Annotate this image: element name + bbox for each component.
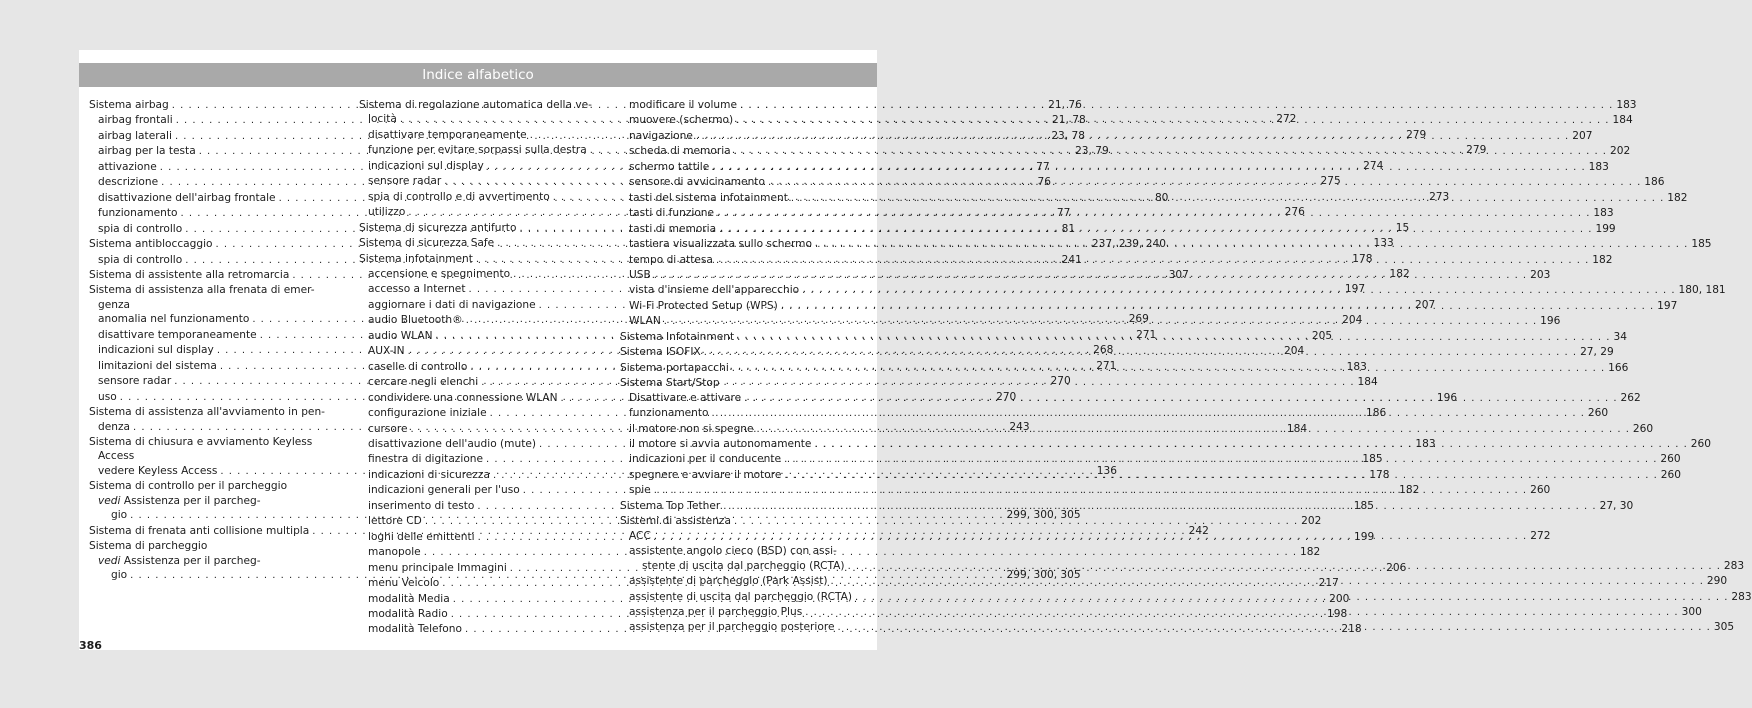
index-term: assistente di parcheggio (Park Assist): [629, 575, 828, 588]
index-term: uso: [98, 390, 117, 403]
page-reference: 199: [1353, 530, 1375, 543]
dot-leader: [654, 484, 1527, 498]
index-term: modalità Telefono: [368, 623, 462, 636]
index-term: caselle di controllo: [368, 360, 468, 373]
index-term: audio WLAN: [368, 329, 433, 342]
dot-leader: [736, 114, 1609, 128]
page-number: 386: [79, 639, 102, 652]
see-also-label: vedi: [98, 554, 121, 567]
page-reference: 182: [1389, 267, 1410, 280]
page-reference: 198: [1327, 607, 1348, 620]
index-term: assistente angolo cieco (BSD) con assi-: [629, 545, 837, 558]
page-reference: 279: [1466, 144, 1487, 157]
page-reference: 270: [1050, 375, 1071, 388]
index-term: Sistema infotainment: [359, 252, 473, 265]
page-reference: 268: [1093, 344, 1114, 357]
index-entry: [620, 376, 868, 390]
page-reference: 178: [1352, 252, 1373, 265]
page-reference: 186: [1644, 176, 1665, 189]
dot-leader: [791, 192, 1664, 206]
index-term: cursore: [368, 422, 408, 435]
index-term: Wi-Fi Protected Setup (WPS): [629, 299, 778, 312]
dot-leader: [814, 438, 1687, 452]
page-reference: 271: [1096, 359, 1117, 372]
index-term-text: Assistenza per il parcheg-: [123, 494, 261, 507]
dot-leader: [784, 453, 1657, 467]
index-term: Sistema di sicurezza Safe: [359, 237, 495, 250]
page-reference: 199: [1595, 222, 1616, 235]
page-reference: 184: [1357, 376, 1378, 389]
page-reference: 279: [1406, 128, 1427, 141]
index-term: modalità Radio: [368, 607, 448, 620]
index-entry: [359, 98, 600, 112]
index-term: Sistema di regolazione automatica della ve-: [359, 99, 592, 111]
dot-leader: [734, 145, 1607, 159]
page-reference: 183: [1346, 360, 1367, 373]
index-term: attivazione: [98, 160, 157, 173]
index-term: condividere una connessione WLAN: [368, 391, 558, 404]
index-page: [79, 50, 1752, 650]
dot-leader: [744, 392, 1617, 406]
page-reference: 202: [1609, 145, 1631, 158]
index-term: Sistema di assistenza all'avviamento in pen-: [89, 406, 325, 419]
page-reference: 283: [1723, 559, 1745, 572]
page-reference: 186: [1365, 407, 1387, 420]
index-entry: [89, 539, 349, 553]
dot-leader: [717, 207, 1590, 221]
page-reference: 197: [1657, 299, 1678, 312]
index-term: spegnere e avviare il motore: [629, 468, 782, 481]
page-reference: 274: [1363, 159, 1384, 172]
index-entry: [89, 479, 349, 493]
page-reference: 217: [1318, 577, 1339, 590]
index-term: funzionamento: [98, 207, 178, 220]
index-term: configurazione iniziale: [368, 407, 487, 420]
index-term: disattivazione dell'airbag frontale: [98, 191, 276, 204]
index-term: denza: [98, 420, 131, 433]
index-entry: [620, 544, 868, 558]
page-reference: 197: [1344, 283, 1366, 296]
index-term: indicazioni sul display: [368, 159, 484, 172]
page-reference: 307: [1168, 268, 1189, 281]
index-term: modalità Media: [368, 592, 450, 605]
dot-leader: [712, 161, 1585, 175]
page-reference: 237, 239, 240: [1091, 238, 1167, 251]
index-term: scheda di memoria: [629, 145, 731, 158]
index-term: spia di controllo: [98, 253, 183, 266]
dot-leader: [696, 130, 1569, 144]
index-term: Sistema di parcheggio: [89, 540, 208, 553]
dot-leader: [784, 469, 1657, 483]
index-term: Sistema Top Tether: [620, 499, 721, 512]
page-reference: 260: [1530, 484, 1551, 497]
page-reference: 276: [1284, 206, 1305, 219]
page-reference: 23, 78: [1051, 129, 1086, 142]
index-term: il motore si avvia autonomamente: [629, 437, 812, 450]
page-reference: 200: [1329, 592, 1350, 605]
page-reference: 23, 79: [1075, 145, 1109, 158]
page-reference: 260: [1660, 453, 1681, 466]
index-term: aggiornare i dati di navigazione: [368, 298, 536, 311]
index-term: disattivare temporaneamente: [98, 328, 257, 341]
page-reference: 206: [1386, 561, 1407, 574]
page-reference: 262: [1620, 391, 1641, 404]
index-term: tasti di memoria: [629, 222, 717, 235]
index-term: Disattivare e attivare: [629, 391, 742, 404]
index-term: audio Bluetooth®: [368, 314, 463, 327]
page-reference: 299, 300, 305: [1006, 569, 1081, 582]
dot-leader: [831, 575, 1704, 589]
index-term: tasti del sistema infotainment: [629, 191, 788, 204]
index-term: indicazioni sul display: [98, 344, 214, 357]
page-reference: 136: [1096, 464, 1117, 477]
dot-leader: [740, 99, 1613, 113]
page-reference: 241: [1061, 253, 1082, 266]
index-term: spie: [629, 484, 651, 497]
index-term: genza: [98, 298, 131, 311]
index-term: Access: [98, 450, 135, 463]
index-term: loghi delle emittenti: [368, 530, 475, 543]
index-term: disattivazione dell'audio (mute): [368, 437, 537, 450]
page-reference: 299, 300, 305: [1006, 509, 1081, 522]
page-reference: 290: [1706, 575, 1728, 588]
page-reference: 184: [1286, 422, 1308, 435]
index-term: disattivare temporaneamente: [368, 128, 527, 141]
index-term: navigazione: [629, 129, 693, 142]
dot-leader: [805, 606, 1678, 620]
index-term: accensione e spegnimento: [368, 267, 511, 280]
index-term: Sistema Infotainment: [620, 330, 735, 343]
page-reference: 21, 78: [1052, 114, 1086, 127]
index-term-text: Assistenza per il parcheg-: [123, 554, 261, 567]
index-term: indicazioni di sicurezza: [368, 468, 490, 481]
page-reference: 182: [1592, 253, 1613, 266]
dot-leader: [802, 284, 1675, 298]
page-reference: 185: [1691, 238, 1712, 251]
index-term: limitazioni del sistema: [98, 359, 217, 372]
page-reference: 305: [1713, 621, 1735, 634]
index-term: spia di controllo: [98, 222, 183, 235]
page-reference: 204: [1283, 345, 1305, 358]
page-reference: 283: [1731, 590, 1752, 603]
index-term: Sistema Start/Stop: [620, 377, 720, 390]
page-reference: 272: [1530, 529, 1551, 542]
index-term: indicazioni per il conducente: [629, 453, 782, 466]
index-term: Sistema di chiusura e avviamento Keyless: [89, 435, 313, 448]
index-term: funzionamento: [629, 407, 709, 420]
page-reference: 77: [1036, 160, 1050, 173]
index-term: tastiera visualizzata sullo schermo: [629, 238, 812, 251]
page-reference: 260: [1660, 468, 1682, 481]
page-reference: 183: [1415, 437, 1436, 450]
index-entry: [89, 449, 349, 463]
page-reference: 300: [1681, 605, 1702, 618]
index-term: Sistema airbag: [89, 99, 169, 111]
page-reference: 80: [1154, 191, 1169, 204]
index-term: USB: [629, 268, 651, 281]
page-reference: 185: [1362, 453, 1383, 466]
page-reference: 202: [1301, 515, 1322, 528]
page-reference: 242: [1188, 524, 1209, 537]
dot-leader: [719, 223, 1592, 237]
index-term: locità: [368, 113, 397, 126]
page-reference: 21, 76: [1048, 99, 1082, 111]
page-reference: 270: [996, 390, 1017, 403]
index-term: vista d'insieme dell'apparecchio: [629, 284, 800, 297]
index-term: assistenza per il parcheggio Plus: [629, 605, 803, 618]
index-entry: [89, 405, 349, 419]
page-reference: 275: [1320, 175, 1341, 188]
page-reference: 27, 29: [1580, 346, 1614, 359]
dot-leader: [481, 376, 1354, 390]
index-term: [98, 555, 261, 567]
index-term: assistente di uscita dal parcheggio (RCTA): [629, 590, 853, 603]
index-term: vedere Keyless Access: [98, 464, 218, 477]
index-term: schermo tattile: [629, 160, 710, 173]
see-also-label: vedi: [98, 494, 121, 507]
dot-leader: [723, 500, 1596, 514]
index-term: menu Veicolo: [368, 577, 440, 590]
page-reference: 182: [1667, 191, 1688, 204]
page-reference: 218: [1341, 623, 1362, 636]
page-reference: 205: [1311, 329, 1333, 342]
dot-leader: [781, 300, 1654, 314]
page-reference: 273: [1429, 190, 1450, 203]
page-reference: 260: [1632, 422, 1654, 435]
page-reference: 183: [1593, 207, 1614, 220]
index-term: indicazioni generali per l'uso: [368, 484, 520, 497]
page-reference: 243: [1009, 420, 1030, 433]
index-term: sensore radar: [368, 175, 442, 188]
index-term: AUX-IN: [368, 345, 405, 358]
page-reference: 183: [1588, 160, 1609, 173]
index-term: Sistemi di assistenza: [620, 515, 731, 528]
page-reference: 182: [1399, 484, 1420, 497]
page-reference: 180, 181: [1678, 284, 1726, 297]
page-reference: 15: [1395, 221, 1410, 234]
dot-leader: [848, 560, 1721, 574]
index-term: WLAN: [629, 315, 661, 328]
index-term: Sistema di sicurezza antifurto: [359, 221, 517, 234]
index-term: gio: [111, 509, 128, 522]
dot-leader: [732, 362, 1605, 376]
page-reference: 272: [1276, 113, 1297, 126]
page-reference: 271: [1136, 328, 1157, 341]
index-term: Sistema di controllo per il parcheggio: [89, 480, 288, 493]
index-term: tasti di funzione: [629, 207, 715, 220]
dot-leader: [704, 346, 1577, 360]
page-reference: 183: [1616, 99, 1637, 111]
index-term: gio: [111, 569, 128, 582]
index-term: finestra di digitazione: [368, 453, 484, 466]
page-reference: 204: [1342, 314, 1363, 327]
index-term: cercare negli elenchi: [368, 376, 479, 389]
page-reference: 27, 30: [1599, 499, 1634, 512]
index-term: tempo di attesa: [629, 253, 713, 266]
dot-leader: [837, 621, 1710, 635]
page-reference: 207: [1415, 298, 1436, 311]
index-term: anomalia nel funzionamento: [98, 313, 250, 326]
index-entry: [89, 283, 349, 297]
page-reference: 166: [1608, 361, 1629, 374]
index-term: sensore radar: [98, 375, 172, 388]
page-reference: 77: [1056, 207, 1071, 220]
index-term: ACC: [629, 529, 651, 542]
index-term: utilizzo: [368, 206, 406, 219]
page-reference: 185: [1353, 499, 1375, 512]
dot-leader: [716, 254, 1589, 268]
index-entry: [89, 298, 349, 312]
page-reference: 133: [1373, 237, 1394, 250]
index-term: [98, 495, 261, 507]
page-reference: 34: [1613, 330, 1627, 343]
page-reference: 196: [1540, 315, 1561, 328]
index-entry: [89, 554, 349, 568]
index-term: manopole: [368, 546, 421, 559]
index-term: airbag laterali: [98, 129, 172, 142]
index-term: lettore CD: [368, 515, 422, 528]
index-term: airbag frontali: [98, 114, 173, 127]
dot-leader: [654, 530, 1527, 544]
index-entry: [620, 514, 868, 528]
page-reference: 203: [1530, 268, 1551, 281]
dot-leader: [664, 315, 1537, 329]
index-term: Sistema di assistente alla retromarcia: [89, 268, 290, 281]
index-term: Sistema portapacchi: [620, 361, 729, 374]
index-term: sensore di avvicinamento: [629, 176, 765, 189]
index-term: Sistema antibloccaggio: [89, 238, 213, 251]
page-reference: 260: [1690, 437, 1712, 450]
index-term: modificare il volume: [629, 99, 737, 111]
index-term: il motore non si spegne: [629, 422, 754, 435]
index-term: muovere (schermo): [629, 114, 734, 127]
page-reference: 81: [1061, 222, 1076, 235]
index-entry: [89, 435, 349, 449]
page-reference: 76: [1037, 176, 1051, 189]
index-term: Sistema ISOFIX: [620, 346, 701, 359]
page-reference: 196: [1436, 391, 1458, 404]
index-term: accesso a Internet: [368, 283, 466, 296]
dot-leader: [855, 591, 1728, 605]
index-term: assistenza per il parcheggio posteriore: [629, 621, 835, 634]
index-term: descrizione: [98, 176, 159, 189]
page-reference: 207: [1572, 129, 1593, 142]
index-entry: [89, 494, 349, 508]
index-term: funzione per evitare sorpassi sulla destra: [368, 144, 587, 157]
page-reference: 269: [1128, 313, 1149, 326]
dot-leader: [654, 269, 1527, 283]
page-reference: 184: [1612, 114, 1633, 127]
dot-leader: [712, 407, 1585, 421]
dot-leader: [768, 176, 1641, 190]
index-term: stente di uscita dal parcheggio (RCTA): [642, 559, 845, 572]
dot-leader: [815, 238, 1688, 252]
index-term: Sistema di assistenza alla frenata di emer-: [89, 284, 315, 297]
index-term: Sistema di frenata anti collisione multipla: [89, 524, 310, 537]
page-reference: 182: [1300, 546, 1321, 559]
section-header: Indice alfabetico: [79, 63, 877, 87]
index-term: inserimento di testo: [368, 499, 475, 512]
index-term: airbag per la testa: [98, 145, 196, 158]
dot-leader: [737, 331, 1610, 345]
index-term: menu principale Immagini: [368, 561, 507, 574]
page-reference: 178: [1369, 468, 1390, 481]
index-term: spia di controllo e di avvertimento: [368, 190, 550, 203]
page-reference: 260: [1587, 407, 1609, 420]
dot-leader: [757, 423, 1630, 437]
